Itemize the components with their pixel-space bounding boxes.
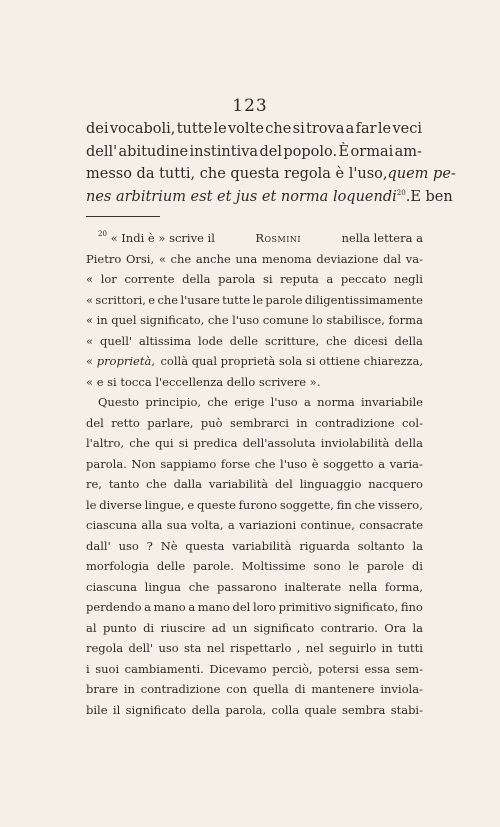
footnote-line-content — [86, 290, 423, 311]
word: alla — [141, 518, 163, 532]
word: forma — [388, 313, 423, 327]
word: contradizione — [314, 415, 395, 430]
word: menoma — [261, 251, 312, 266]
footnote-line-content: collà qual proprietà sola si ottiene chiarezza, — [160, 354, 423, 368]
footnote-paragraph-line — [86, 638, 423, 659]
word: significato — [125, 702, 187, 717]
word: punto — [102, 620, 137, 635]
footnote-line-content: « e si tocca l'eccellenza dello scrivere ». — [86, 374, 321, 389]
word: ? — [146, 538, 153, 553]
footnote-paragraph-line — [86, 474, 423, 495]
paragraph-line-content — [86, 515, 423, 536]
footnote-paragraph-line — [86, 577, 423, 598]
footnote-paragraph-line — [86, 515, 423, 536]
word: principio, — [145, 395, 202, 409]
word: significato, — [334, 600, 399, 614]
word: riuscire — [160, 620, 206, 635]
word: Nè — [160, 538, 178, 553]
word: variabilità — [208, 477, 269, 491]
latin-quote-start: quem pe- — [387, 166, 456, 182]
word: « — [86, 272, 94, 286]
main-text — [86, 118, 456, 208]
word: tanto — [108, 477, 140, 491]
footnote-line — [86, 310, 423, 331]
word: Dicevamo — [209, 661, 267, 676]
word: sem- — [395, 661, 423, 676]
word: variabilità — [232, 538, 292, 553]
word: al — [86, 620, 97, 635]
word: di — [143, 620, 155, 635]
word: col- — [402, 415, 423, 430]
footnote-line — [86, 372, 423, 393]
word: potersi — [318, 661, 359, 676]
word: diverse — [99, 497, 142, 512]
word: Non — [131, 456, 156, 471]
word: è — [311, 456, 319, 471]
word: che — [207, 313, 229, 327]
word: scritture, — [265, 333, 320, 348]
word: contradizione — [140, 682, 221, 696]
word: dell'assoluta — [242, 436, 316, 450]
paragraph-line-content — [86, 679, 423, 700]
word: lingua — [144, 579, 182, 594]
word: nel — [206, 641, 225, 655]
paragraph-line-content — [86, 556, 423, 577]
word: si — [178, 436, 189, 450]
word: primitivo — [278, 600, 332, 614]
word: il — [112, 702, 121, 717]
word: che — [265, 121, 292, 137]
word: brare — [86, 682, 119, 696]
footnote-line — [86, 351, 423, 372]
footnote-paragraph-line — [86, 454, 423, 475]
paragraph-line-content — [86, 454, 423, 475]
main-text-line — [86, 118, 422, 141]
word: passarono — [217, 579, 277, 594]
word: sua — [166, 518, 187, 532]
paragraph-line-content — [86, 618, 423, 639]
word: ad — [211, 620, 227, 635]
word: volta, — [191, 518, 224, 532]
word: colla — [271, 702, 300, 717]
footnote-paragraph-line — [86, 659, 423, 680]
word: inviola- — [380, 682, 423, 696]
main-text-line — [86, 163, 456, 186]
word: del — [259, 143, 282, 160]
word: sappiamo — [160, 456, 217, 471]
paragraph-line-content — [98, 392, 423, 413]
word: erige — [234, 395, 265, 409]
footnote-paragraph-line — [86, 413, 423, 434]
word: ormai — [350, 143, 394, 160]
word: cambiamenti. — [124, 661, 204, 676]
word: quella — [252, 682, 289, 696]
word: queste — [196, 497, 236, 512]
word: che — [188, 579, 210, 594]
word: una — [235, 251, 258, 266]
word: inviolabilità — [320, 436, 390, 450]
word: stabi- — [390, 702, 423, 717]
word: della — [394, 436, 423, 450]
footnote-intro-b: nella lettera a — [341, 231, 423, 245]
word: la — [412, 620, 423, 635]
word: Moltissime — [241, 559, 306, 573]
word: soggette, — [279, 497, 334, 512]
word: le — [252, 292, 264, 307]
word: uso — [158, 641, 179, 655]
footnote-line — [86, 249, 423, 270]
footnote — [86, 228, 423, 720]
word: retto — [111, 415, 140, 430]
footnote-paragraph-line — [86, 556, 423, 577]
word: mano — [197, 600, 230, 614]
word: abitudine — [118, 143, 189, 160]
footnote-line-content — [86, 331, 423, 352]
word: tutte — [176, 121, 213, 137]
word: invariabile — [360, 395, 423, 409]
footnote-separator — [86, 216, 160, 217]
word: « — [86, 333, 94, 348]
word: lo — [312, 313, 323, 327]
word: perdendo — [86, 600, 142, 614]
word: e — [187, 497, 195, 512]
word: che — [207, 395, 228, 409]
footnote-intro-a: « Indi è » scrive il — [110, 231, 215, 245]
word: quale — [304, 702, 337, 717]
paragraph-line-content — [86, 597, 423, 618]
paragraph-line-content — [86, 700, 423, 721]
word: morfologia — [86, 559, 150, 573]
footnote-paragraph-line — [86, 392, 423, 413]
word: trova — [306, 121, 345, 137]
word: della — [394, 333, 423, 348]
word: con — [226, 682, 248, 696]
word: che — [254, 456, 276, 471]
footnote-number: 20 — [98, 230, 107, 238]
word: tutti — [397, 641, 423, 655]
word: le — [213, 121, 227, 137]
word: Ora — [384, 620, 407, 635]
word: che — [170, 251, 192, 266]
word: dalla — [173, 477, 203, 491]
footnote-line — [86, 269, 423, 290]
word: lingue, — [144, 497, 185, 512]
word: delle — [229, 333, 259, 348]
word: soltanto — [357, 538, 405, 553]
word: l'uso — [280, 456, 308, 471]
word: qui — [155, 436, 174, 450]
latin-quote: nes arbitrium est et jus et norma loquendi$^{20}$. — [86, 188, 411, 205]
word: questa — [185, 538, 225, 553]
main-text-line-content — [86, 118, 422, 141]
paragraph-line-content — [86, 433, 423, 454]
word: forma, — [384, 579, 423, 594]
word: loro — [252, 600, 276, 614]
word: in — [96, 313, 108, 327]
word: significato — [253, 620, 315, 635]
word: le — [377, 121, 392, 137]
word: un — [232, 620, 248, 635]
main-text-line-content: messo da tutti, che questa regola è l'uso, — [86, 166, 388, 182]
word: tutte — [222, 292, 251, 307]
word: sono — [313, 559, 341, 573]
word: instintiva — [189, 143, 259, 160]
word: contrario. — [320, 620, 378, 635]
word: si — [262, 272, 273, 286]
footnote-paragraph-line — [86, 618, 423, 639]
word: essa — [364, 661, 390, 676]
footnote-intro — [98, 228, 215, 249]
footnote-paragraph-line — [86, 536, 423, 557]
word: a — [144, 600, 151, 614]
latin-quote-end: nes arbitrium est et jus et norma loquendi — [86, 188, 397, 205]
word: dall' — [86, 538, 111, 553]
main-text-line-end: E ben — [410, 188, 453, 205]
word: del — [232, 600, 251, 614]
word: che — [146, 477, 167, 491]
word: l'altro, — [86, 436, 125, 450]
word: stabilisce, — [326, 313, 385, 327]
word: in — [123, 682, 135, 696]
word: l'usare — [180, 292, 220, 307]
word: va- — [405, 251, 423, 266]
word: seguirlo — [328, 641, 377, 655]
word: parlare, — [147, 415, 194, 430]
word: rispettarlo — [229, 641, 292, 655]
word: fino — [400, 600, 423, 614]
word: sta — [184, 641, 202, 655]
word: popolo. — [283, 143, 338, 160]
word: Orsi, — [125, 251, 155, 266]
word: a — [378, 456, 386, 471]
word: norma — [317, 395, 355, 409]
word: linguaggio — [299, 477, 362, 491]
footnote-line-content — [86, 249, 423, 270]
word: quell' — [99, 333, 133, 348]
word: dell' — [128, 641, 154, 655]
word: Questo — [98, 395, 140, 409]
word: am- — [394, 143, 422, 160]
word: fin — [336, 497, 352, 512]
word: dell' — [86, 143, 118, 160]
word: quel — [111, 313, 137, 327]
word: soggetto — [323, 456, 374, 471]
word: le — [348, 559, 360, 573]
word: Pietro — [86, 251, 122, 266]
word: « — [158, 251, 166, 266]
word: mano — [153, 600, 186, 614]
word: predica — [193, 436, 238, 450]
word: in — [296, 415, 308, 430]
word: significato, — [140, 313, 205, 327]
word: le — [86, 497, 97, 512]
word: della — [191, 702, 220, 717]
word: uso — [118, 538, 139, 553]
word: a — [326, 272, 334, 286]
word: volte — [227, 121, 264, 137]
word: mantenere — [311, 682, 375, 696]
footnote-line — [86, 290, 423, 311]
word: si — [292, 121, 305, 137]
paragraph-line-content — [86, 659, 423, 680]
word: continue, — [300, 518, 355, 532]
italic-word: proprietà, — [96, 354, 155, 368]
footnote-author: Rosmini — [255, 231, 302, 245]
word: deviazione — [316, 251, 379, 266]
word: re, — [86, 477, 102, 491]
word: È — [338, 143, 350, 160]
word: regola — [86, 641, 124, 655]
word: , — [296, 641, 301, 655]
word: vocaboli, — [109, 121, 176, 137]
word: « — [86, 313, 94, 327]
word: sembrarci — [230, 415, 289, 430]
word: di — [411, 559, 423, 573]
word: nacquero — [368, 477, 423, 491]
footnote-line — [86, 228, 423, 249]
word: perciò, — [272, 661, 313, 676]
word: suoi — [95, 661, 120, 676]
word: delle — [156, 559, 186, 573]
word: ciascuna — [86, 579, 137, 594]
word: a — [304, 395, 311, 409]
word: a — [188, 600, 196, 614]
word: negli — [393, 272, 423, 286]
word: sembra — [341, 702, 386, 717]
footnote-paragraph-line — [86, 495, 423, 516]
paragraph-line-content — [86, 413, 423, 434]
footnote-paragraph-line — [86, 679, 423, 700]
word: vissero, — [378, 497, 423, 512]
word: in — [381, 641, 393, 655]
footnote-line-content — [86, 269, 423, 290]
main-text-line — [86, 141, 422, 164]
word: l'uso — [232, 313, 260, 327]
word: altissima — [139, 333, 192, 348]
footnote-marker: 20 — [396, 188, 406, 197]
word: furono — [238, 497, 278, 512]
word: lor — [100, 272, 117, 286]
word: l'uso — [270, 395, 298, 409]
word: varia- — [389, 456, 423, 471]
word: e — [148, 292, 156, 307]
word: parole. — [193, 559, 234, 573]
paragraph-line-content — [86, 638, 423, 659]
paragraph-line-content — [86, 577, 423, 598]
word: consacrate — [359, 518, 423, 532]
word: anche — [195, 251, 231, 266]
word: far — [355, 121, 377, 137]
word: corrente — [124, 272, 175, 286]
word: può — [200, 415, 223, 430]
word: che — [354, 497, 376, 512]
main-text-line-content — [86, 141, 422, 164]
word: comune — [262, 313, 309, 327]
word: dei — [86, 121, 109, 137]
word: ciascuna — [86, 518, 137, 532]
word: parola — [218, 272, 256, 286]
word: dal — [383, 251, 402, 266]
main-text-line — [86, 186, 453, 209]
word: i — [86, 661, 90, 676]
word: bile — [86, 702, 108, 717]
word: del — [86, 415, 104, 430]
paragraph-line-content — [86, 474, 423, 495]
word: variazioni — [239, 518, 297, 532]
word: che — [129, 436, 150, 450]
word: nella — [348, 579, 378, 594]
word: che — [157, 292, 179, 307]
word: del — [274, 477, 293, 491]
word: che — [326, 333, 347, 348]
word: dicesi — [353, 333, 388, 348]
word: nel — [305, 641, 324, 655]
word: a — [227, 518, 235, 532]
word: parola, — [225, 702, 267, 717]
page-number: 123 — [232, 96, 268, 116]
word: a — [345, 121, 355, 137]
word: « — [86, 292, 94, 307]
word: parole — [265, 292, 303, 307]
footnote-line-start: « proprietà, — [86, 354, 155, 368]
footnote-paragraph-line — [86, 433, 423, 454]
footnote-paragraph-line — [86, 700, 423, 721]
word: reputa — [280, 272, 319, 286]
word: scrittori, — [95, 292, 146, 307]
paragraph-line-content — [86, 536, 423, 557]
footnote-paragraph-line — [86, 597, 423, 618]
footnote-line — [86, 331, 423, 352]
word: riguarda — [299, 538, 350, 553]
word: forse — [220, 456, 251, 471]
word: parole — [366, 559, 405, 573]
word: diligentissimamente — [304, 292, 423, 307]
word: di — [294, 682, 306, 696]
word: parola. — [86, 456, 127, 471]
paragraph-line-content — [86, 495, 423, 516]
word: veci — [392, 121, 422, 137]
word: la — [412, 538, 423, 553]
word: inalterate — [284, 579, 342, 594]
footnote-line-content — [86, 310, 423, 331]
word: della — [182, 272, 211, 286]
word: peccato — [340, 272, 387, 286]
word: lode — [198, 333, 223, 348]
